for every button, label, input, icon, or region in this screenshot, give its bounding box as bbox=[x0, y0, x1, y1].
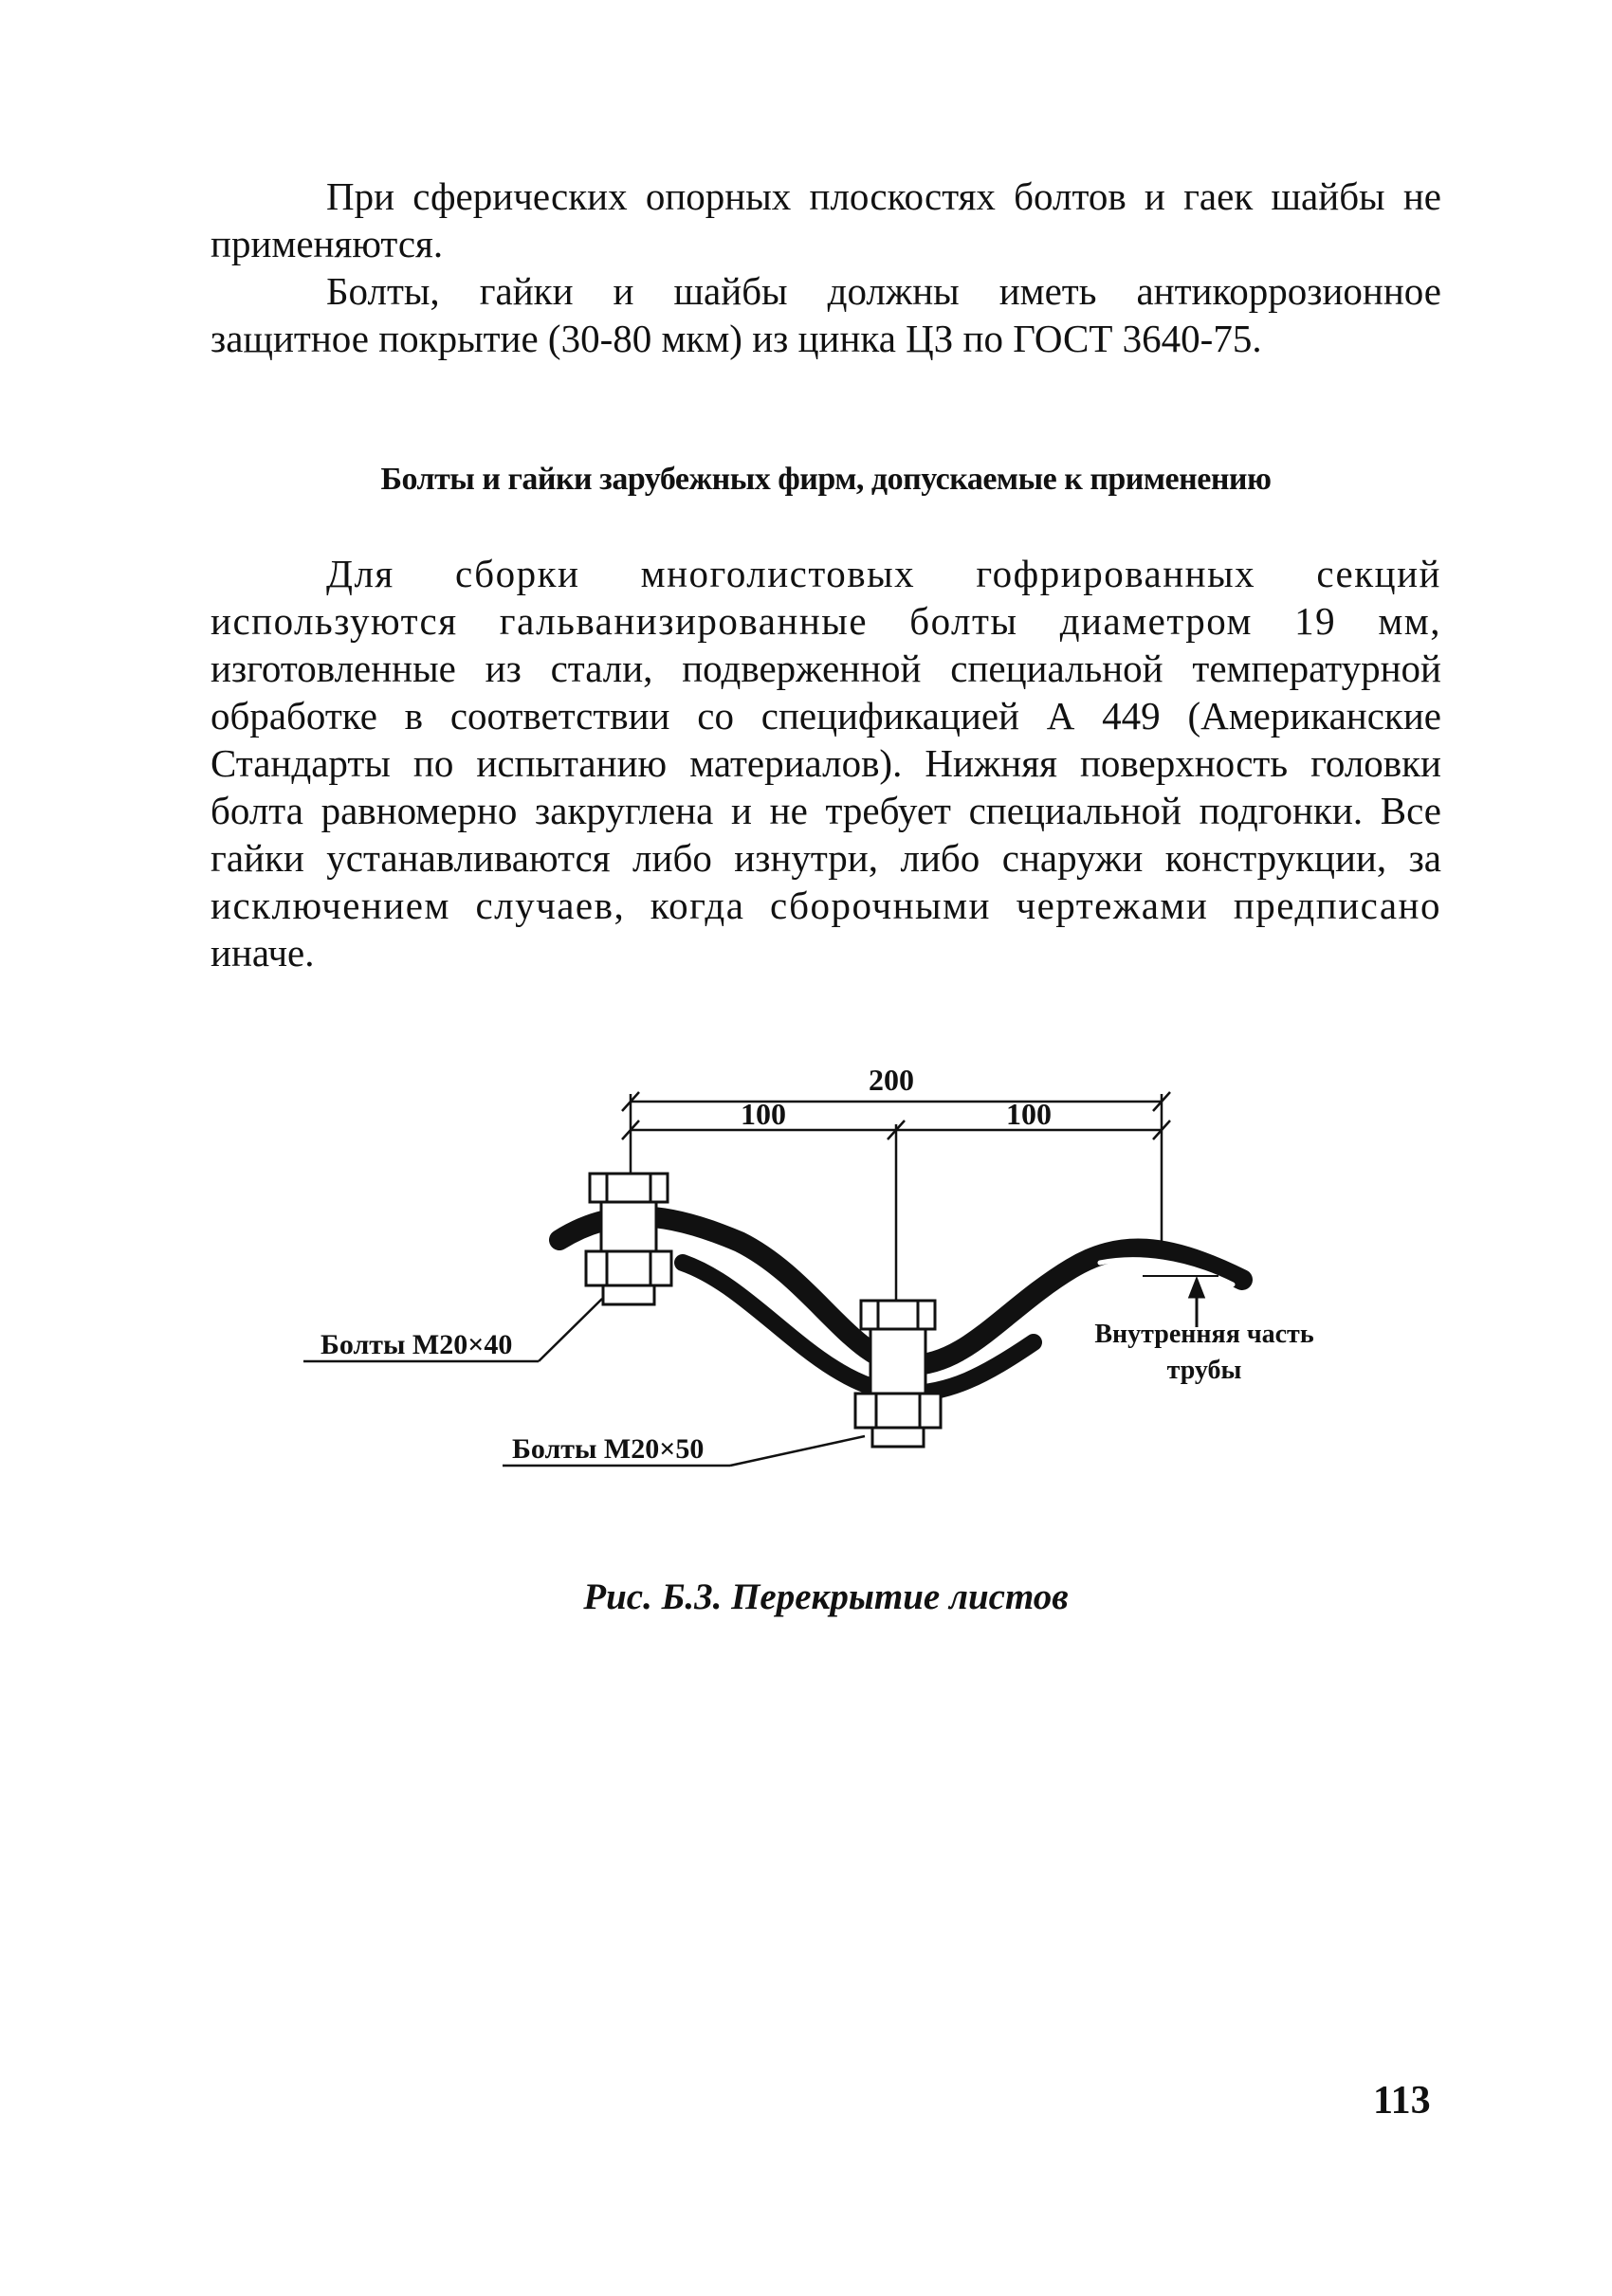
text-line: иначе. bbox=[211, 931, 315, 975]
leader-line-left-diag bbox=[539, 1299, 602, 1361]
sheet-overlap-drawing bbox=[284, 1052, 1346, 1488]
inner-part-label: Внутренняя часть bbox=[1094, 1320, 1314, 1349]
paragraph-foreign-bolts bbox=[211, 550, 1441, 976]
text-line: Болты, гайки и шайбы должны иметь антикоррозионное bbox=[326, 269, 1441, 313]
text-line: болта равномерно закруглена и не требует специальной подгонки. Все bbox=[211, 789, 1441, 832]
leader-line-center-diag bbox=[730, 1436, 865, 1466]
text-line: используются гальванизированные болты диаметром 19 мм, bbox=[211, 599, 1441, 643]
text-line: Стандарты по испытанию материалов). Нижняя поверхность головки bbox=[211, 741, 1441, 785]
section-heading: Болты и гайки зарубежных фирм, допускаемые к применению bbox=[380, 462, 1272, 497]
text-line: гайки устанавливаются либо изнутри, либо снаружи конструкции, за bbox=[211, 836, 1441, 880]
text-line: исключением случаев, когда сборочными чертежами предписано bbox=[211, 884, 1441, 927]
dimension-label-total: 200 bbox=[869, 1063, 914, 1097]
bolt-label-left: Болты М20×40 bbox=[321, 1329, 513, 1360]
dimension-label-left: 100 bbox=[741, 1097, 786, 1131]
figure-caption: Рис. Б.3. Перекрытие листов bbox=[583, 1576, 1069, 1617]
bolt-label-center: Болты М20×50 bbox=[512, 1433, 705, 1465]
text-line: Для сборки многолистовых гофрированных секций bbox=[326, 552, 1441, 595]
text-line: применяются. bbox=[211, 222, 444, 265]
text-line: защитное покрытие (30-80 мкм) из цинка ЦЗ по ГОСТ 3640-75. bbox=[211, 317, 1262, 360]
page-number: 113 bbox=[1373, 2079, 1431, 2123]
dimension-label-right: 100 bbox=[1006, 1097, 1052, 1131]
text-line: обработке в соответствии со спецификацией А 449 (Американские bbox=[211, 694, 1441, 738]
paragraph-washers bbox=[211, 173, 1441, 267]
text-line: При сферических опорных плоскостях болтов и гаек шайбы не bbox=[326, 174, 1441, 218]
inner-part-label-2: трубы bbox=[1166, 1356, 1242, 1385]
text-line: изготовленные из стали, подверженной специальной температурной bbox=[211, 647, 1441, 690]
paragraph-coating bbox=[211, 267, 1441, 362]
